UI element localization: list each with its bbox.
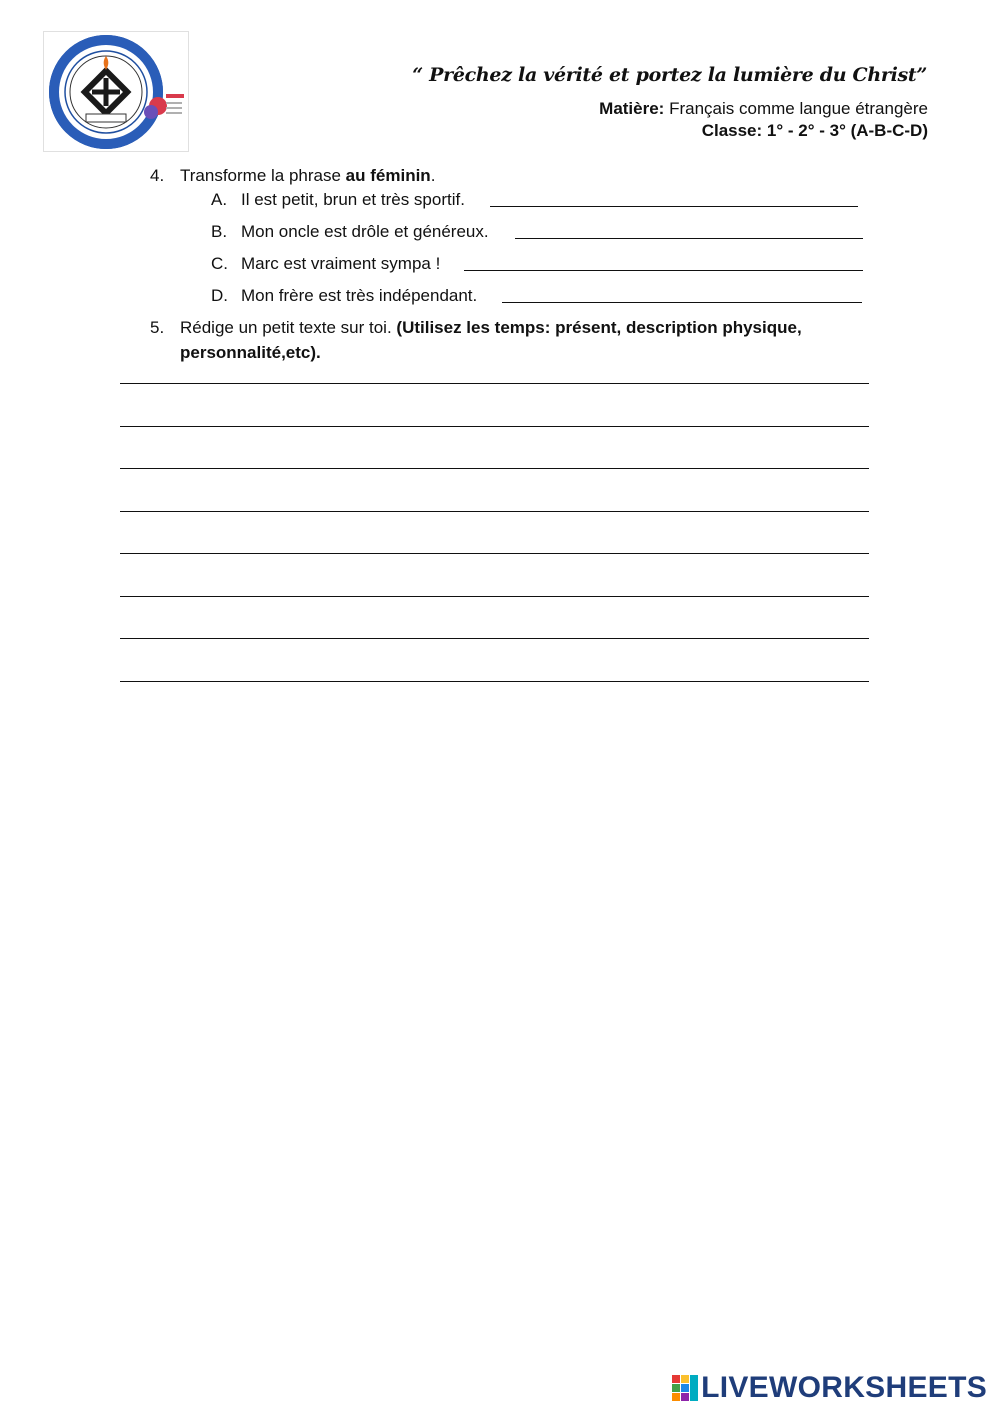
writing-line[interactable] <box>120 553 869 554</box>
item-b <box>211 222 489 242</box>
item-letter: B. <box>211 222 228 241</box>
class-line: Classe: 1° - 2° - 3° (A-B-C-D) <box>701 121 928 140</box>
item-letter: D. <box>211 286 228 305</box>
writing-line[interactable] <box>120 511 869 512</box>
question-text-bold: (Utilisez les temps: présent, description physique, <box>396 318 802 337</box>
writing-line[interactable] <box>120 468 869 469</box>
item-c <box>211 254 440 274</box>
question-number: 5. <box>150 318 165 337</box>
writing-line[interactable] <box>120 681 869 682</box>
item-d <box>211 286 477 306</box>
item-text: Mon frère est très indépendant. <box>241 286 478 305</box>
question-number: 4. <box>150 166 165 185</box>
answer-blank-c[interactable] <box>464 270 863 271</box>
liveworksheets-brand[interactable] <box>672 1371 987 1405</box>
item-letter: A. <box>211 190 228 209</box>
item-letter: C. <box>211 254 228 273</box>
writing-line[interactable] <box>120 596 869 597</box>
item-text: Mon oncle est drôle et généreux. <box>241 222 489 241</box>
brand-name: LIVEWORKSHEETS <box>701 1371 987 1404</box>
answer-blank-a[interactable] <box>490 206 858 207</box>
question-text: Transforme la phrase <box>180 166 346 185</box>
school-motto: “ Prêchez la vérité et portez la lumière du Christ” <box>412 64 927 86</box>
writing-line[interactable] <box>120 426 869 427</box>
question-text: Rédige un petit texte sur toi. <box>180 318 397 337</box>
answer-blank-b[interactable] <box>515 238 863 239</box>
question-text-end: . <box>430 166 436 185</box>
liveworksheets-icon <box>672 1375 698 1401</box>
answer-blank-d[interactable] <box>502 302 862 303</box>
item-text: Il est petit, brun et très sportif. <box>241 190 465 209</box>
subject-label: Matière: <box>599 99 665 118</box>
subject-value: Français comme langue étrangère <box>669 99 928 118</box>
item-text: Marc est vraiment sympa ! <box>241 254 441 273</box>
question-text-bold: au féminin <box>345 166 431 185</box>
writing-line[interactable] <box>120 638 869 639</box>
question-5-continued: personnalité,etc). <box>180 343 321 362</box>
school-logo <box>43 31 189 152</box>
question-5 <box>150 318 802 338</box>
item-a <box>211 190 465 210</box>
question-4 <box>150 166 435 186</box>
subject-line <box>599 99 928 119</box>
writing-line[interactable] <box>120 383 869 384</box>
